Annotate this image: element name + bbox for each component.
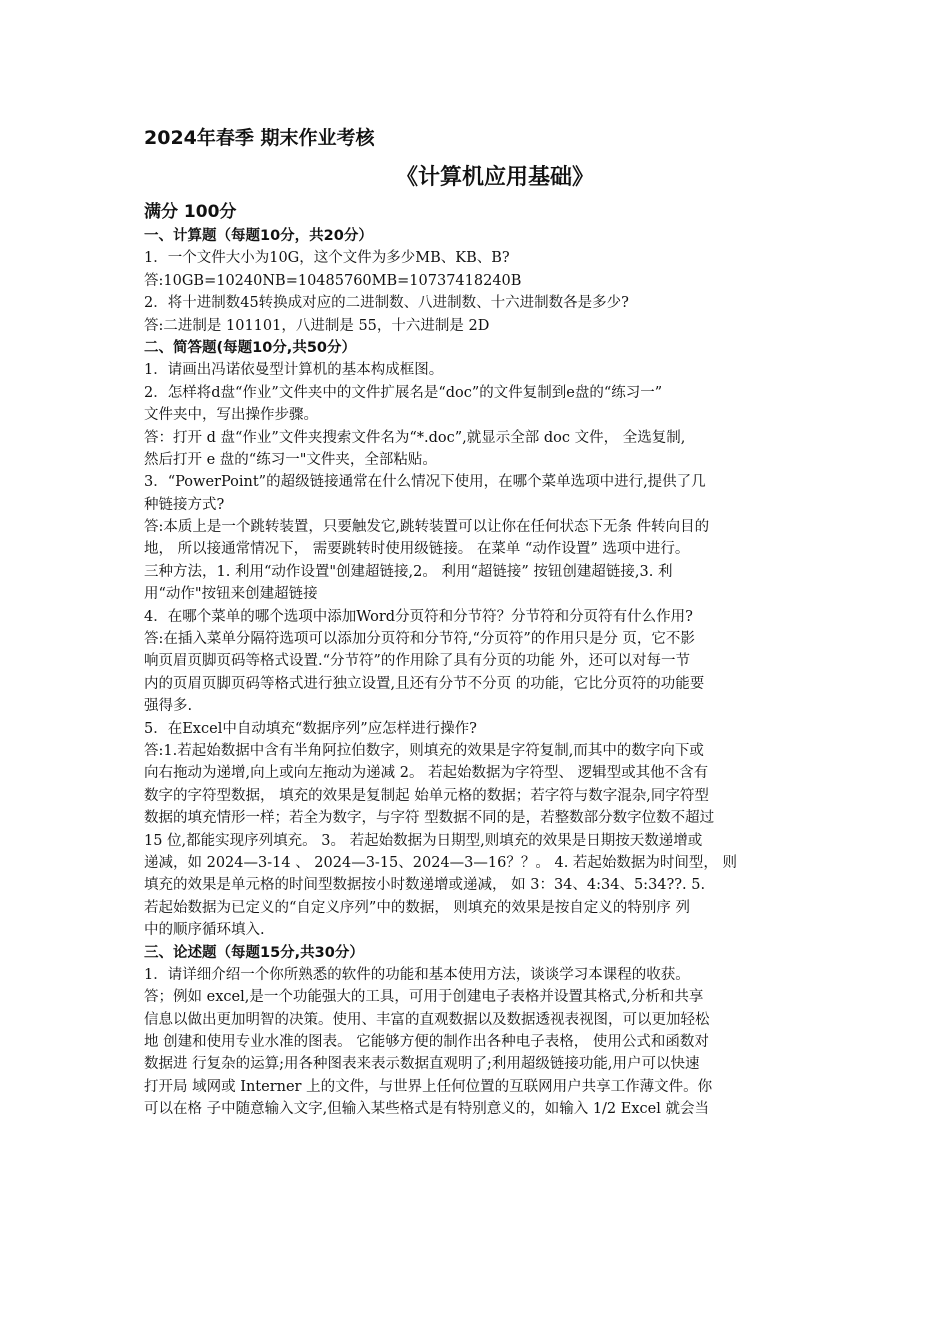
answer-line: 答；例如 excel,是一个功能强大的工具，可用于创建电子表格并设置其格式,分析和共享 <box>144 989 704 1006</box>
answer-line: 地， 所以接通常情况下， 需要跳转时使用级链接。 在菜单 “动作设置” 选项中进行。 <box>144 541 690 558</box>
section-heading-essay: 三、论述题（每题15分,共30分） <box>144 944 364 961</box>
question-line: 2．将十进制数45转换成对应的二进制数、八进制数、十六进制数各是多少? <box>144 295 629 312</box>
question-line: 1．请详细介绍一个你所熟悉的软件的功能和基本使用方法，谈谈学习本课程的收获。 <box>144 966 690 983</box>
answer-line: 递减，如 2024—3-14 、 2024—3-15、2024—3—16？？。 4. 若起始数据为时间型， 则 <box>144 854 738 871</box>
section-heading-calculation: 一、计算题（每题10分，共20分） <box>144 228 373 244</box>
answer-line: 响页眉页脚页码等格式设置.“分节符”的作用除了具有分页的功能 外，还可以对每一节 <box>144 653 691 670</box>
question-line: 1．一个文件大小为10G，这个文件为多少MB、KB、B? <box>144 250 510 267</box>
answer-line: 地 创建和使用专业水准的图表。 它能够方便的制作出各种电子表格， 使用公式和函数对 <box>144 1034 709 1051</box>
answer-line: 若起始数据为已定义的“自定义序列”中的数据， 则填充的效果是按自定义的特别序 列 <box>144 899 691 916</box>
answer-line: 答:本质上是一个跳转装置，只要触发它,跳转装置可以让你在任何状态下无条 件转向目的 <box>144 519 710 536</box>
answer-line: 内的页眉页脚页码等格式进行独立设置,且还有分节不分页 的功能，它比分页符的功能要 <box>144 675 705 692</box>
answer-line: 15 位,都能实现序列填充。 3。 若起始数据为日期型,则填充的效果是日期按天数递增或 <box>144 832 703 849</box>
answer-line: 答:在插入菜单分隔符选项可以添加分页符和分节符,“分页符”的作用只是分 页，它不影 <box>144 631 695 648</box>
answer-line: 强得多. <box>144 698 193 715</box>
answer-line: 信息以做出更加明智的决策。使用、丰富的直观数据以及数据透视表视图，可以更加轻松 <box>144 1011 710 1028</box>
course-title: 《计算机应用基础》 <box>395 165 594 190</box>
question-line: 5．在Excel中自动填充“数据序列”应怎样进行操作? <box>144 720 477 737</box>
question-line: 1．请画出冯诺依曼型计算机的基本构成框图。 <box>144 362 444 379</box>
exam-title: 2024年春季 期末作业考核 <box>144 127 375 149</box>
answer-line: 中的顺序循环填入. <box>144 922 265 939</box>
answer-line: 答:1.若起始数据中含有半角阿拉伯数字，则填充的效果是字符复制,而其中的数字向下或 <box>144 742 704 759</box>
answer-line: 数字的字符型数据， 填充的效果是复制起 始单元格的数据；若字符与数字混杂,同字符型 <box>144 787 709 804</box>
full-score: 满分 100分 <box>144 202 237 222</box>
answer-line: 向右拖动为递增,向上或向左拖动为递减 2。 若起始数据为字符型、 逻辑型或其他不含有 <box>144 765 709 782</box>
answer-line: 三种方法，1. 利用“动作设置"创建超链接,2。 利用“超链接” 按钮创建超链接,3. 利 <box>144 563 673 580</box>
question-line: 4．在哪个菜单的哪个选项中添加Word分页符和分节符？分节符和分页符有什么作用? <box>144 608 693 625</box>
answer-line: 用“动作"按钮来创建超链接 <box>144 586 318 603</box>
answer-line: 数据进 行复杂的运算;用各种图表来表示数据直观明了;利用超级链接功能,用户可以快速 <box>144 1056 700 1073</box>
answer-line: 数据的填充情形一样；若全为数字，与字符 型数据不同的是，若整数部分数字位数不超过 <box>144 810 715 827</box>
answer-line: 可以在格 子中随意输入文字,但输入某些格式是有特别意义的，如输入 1/2 Excel 就会当 <box>144 1101 709 1118</box>
question-line: 3．“PowerPoint”的超级链接通常在什么情况下使用，在哪个菜单选项中进行,提供了几 <box>144 474 706 491</box>
answer-line: 然后打开 e 盘的“练习一"文件夹，全部粘贴。 <box>144 451 437 468</box>
answer-line: 填充的效果是单元格的时间型数据按小时数递增或递减， 如 3：34、4:34、5:34??. 5. <box>144 877 706 894</box>
section-heading-short-answer: 二、简答题(每题10分,共50分） <box>144 339 356 356</box>
answer-line: 答：打开 d 盘“作业”文件夹搜索文件名为“*.doc”,就显示全部 doc 文件， 全选复制, <box>144 429 686 446</box>
document-body <box>144 199 810 1121</box>
answer-line: 答:10GB=10240NB=10485760MB=10737418240B <box>144 272 522 289</box>
answer-line: 答:二进制是 101101，八进制是 55，十六进制是 2D <box>144 317 490 334</box>
question-line: 种链接方式? <box>144 496 225 513</box>
answer-line: 打开局 域网或 Interner 上的文件，与世界上任何位置的互联网用户共享工作薄文件。你 <box>144 1078 713 1095</box>
question-line: 文件夹中，写出操作步骤。 <box>144 407 318 424</box>
question-line: 2．怎样将d盘“作业”文件夹中的文件扩展名是“doc”的文件复制到e盘的“练习一” <box>144 384 663 401</box>
